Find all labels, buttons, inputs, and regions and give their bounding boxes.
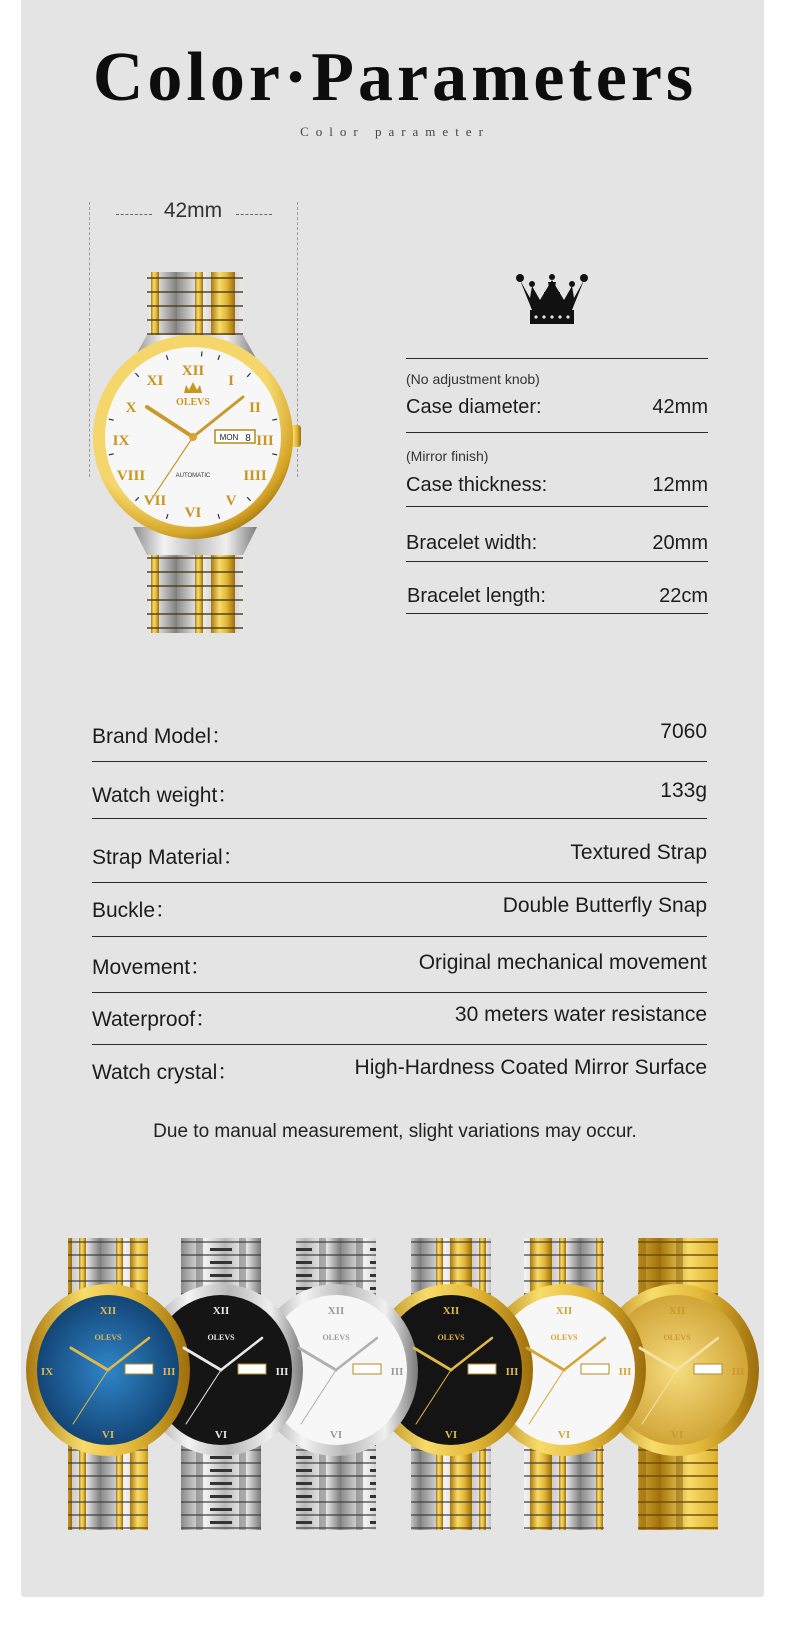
detail-row-watch-weight [92,779,707,809]
detail-row-watch-crystal [92,1056,707,1086]
svg-text:XII: XII [442,1305,460,1317]
svg-text:VI: VI [214,1429,228,1441]
spec-divider [406,432,708,433]
detail-label: Watch crystal： [92,1061,239,1084]
numeral-viii: VIII [116,468,146,484]
detail-divider [92,818,707,819]
page-subtitle: Color parameter [300,124,490,139]
date-window: 8 [245,433,251,444]
spec-case-diameter [406,366,708,430]
numeral-ii: II [249,400,261,416]
svg-text:OLEVS: OLEVS [437,1333,465,1342]
svg-text:OLEVS: OLEVS [94,1333,122,1342]
numeral-vii: VII [143,493,167,509]
spec-note: (Mirror finish) [406,448,489,464]
numeral-iiii: IIII [243,468,267,484]
spec-value: 20mm [652,532,708,554]
spec-label: Case thickness: [406,474,548,496]
spec-case-thickness [406,442,708,506]
page-title: Color·Parameters [92,39,698,116]
svg-text:XII: XII [212,1305,230,1317]
numeral-vi: VI [184,505,202,521]
detail-divider [92,882,707,883]
svg-text:III: III [505,1366,519,1378]
svg-text:OLEVS: OLEVS [663,1333,691,1342]
detail-divider [92,936,707,937]
spec-bracelet-width [406,530,708,560]
measurement-disclaimer: Due to manual measurement, slight variations may occur. [153,1121,637,1142]
svg-text:XII: XII [327,1305,345,1317]
detail-label: Watch weight： [92,784,239,807]
color-variants-lineup [21,1230,764,1540]
numeral-ix: IX [112,433,130,449]
svg-text:XII: XII [99,1305,117,1317]
detail-label: Buckle： [92,899,177,922]
detail-value: Textured Strap [570,841,707,864]
day-window: MON [219,433,239,442]
detail-divider [92,761,707,762]
numeral-i: I [228,373,234,389]
variant-gold-silver-blue [26,1238,190,1530]
detail-label: Movement： [92,956,212,979]
spec-value: 22cm [659,585,708,607]
detail-row-movement [92,951,707,981]
numeral-iii: III [256,433,274,449]
detail-label: Waterproof： [92,1008,217,1031]
detail-label: Brand Model： [92,725,233,748]
svg-text:XII: XII [555,1305,573,1317]
svg-text:VI: VI [101,1429,115,1441]
brand-logo-text: OLEVS [176,397,210,408]
spec-label: Case diameter: [406,396,542,418]
detail-label: Strap Material： [92,846,244,869]
svg-text:XII: XII [668,1305,686,1317]
detail-row-buckle [92,894,707,924]
numeral-x: X [125,400,137,416]
detail-row-brand-model [92,720,707,750]
svg-text:VI: VI [557,1429,571,1441]
spec-value: 42mm [652,396,708,418]
automatic-label: AUTOMATIC [175,473,211,479]
svg-text:VI: VI [329,1429,343,1441]
spec-divider-top [406,358,708,359]
svg-text:VI: VI [670,1429,684,1441]
spec-label: Bracelet width: [406,532,538,554]
svg-text:OLEVS: OLEVS [207,1333,235,1342]
detail-value: 133g [660,779,707,802]
svg-text:IX: IX [40,1366,54,1378]
svg-text:III: III [390,1366,404,1378]
detail-value: High-Hardness Coated Mirror Surface [354,1056,707,1079]
detail-value: Original mechanical movement [418,951,707,974]
crown-icon [514,272,590,326]
detail-row-strap-material [92,841,707,871]
detail-divider [92,1044,707,1045]
svg-text:III: III [162,1366,176,1378]
svg-text:III: III [618,1366,632,1378]
svg-text:OLEVS: OLEVS [322,1333,350,1342]
spec-divider [406,613,708,614]
svg-text:III: III [731,1366,745,1378]
detail-value: Double Butterfly Snap [502,894,707,917]
svg-text:VI: VI [444,1429,458,1441]
svg-text:III: III [275,1366,289,1378]
detail-divider [92,992,707,993]
spec-label: Bracelet length: [407,585,546,607]
spec-divider [406,506,708,507]
numeral-xii: XII [181,363,205,379]
spec-value: 12mm [652,474,708,496]
detail-value: 30 meters water resistance [454,1003,707,1026]
spec-note: (No adjustment knob) [406,371,540,387]
detail-value: 7060 [660,720,707,743]
dimension-label: 42mm [163,199,223,222]
svg-text:OLEVS: OLEVS [550,1333,578,1342]
numeral-xi: XI [146,373,164,389]
main-watch-image [85,265,315,640]
spec-bracelet-length [407,583,708,613]
spec-divider [406,561,708,562]
numeral-v: V [225,493,237,509]
detail-row-waterproof [92,1003,707,1033]
